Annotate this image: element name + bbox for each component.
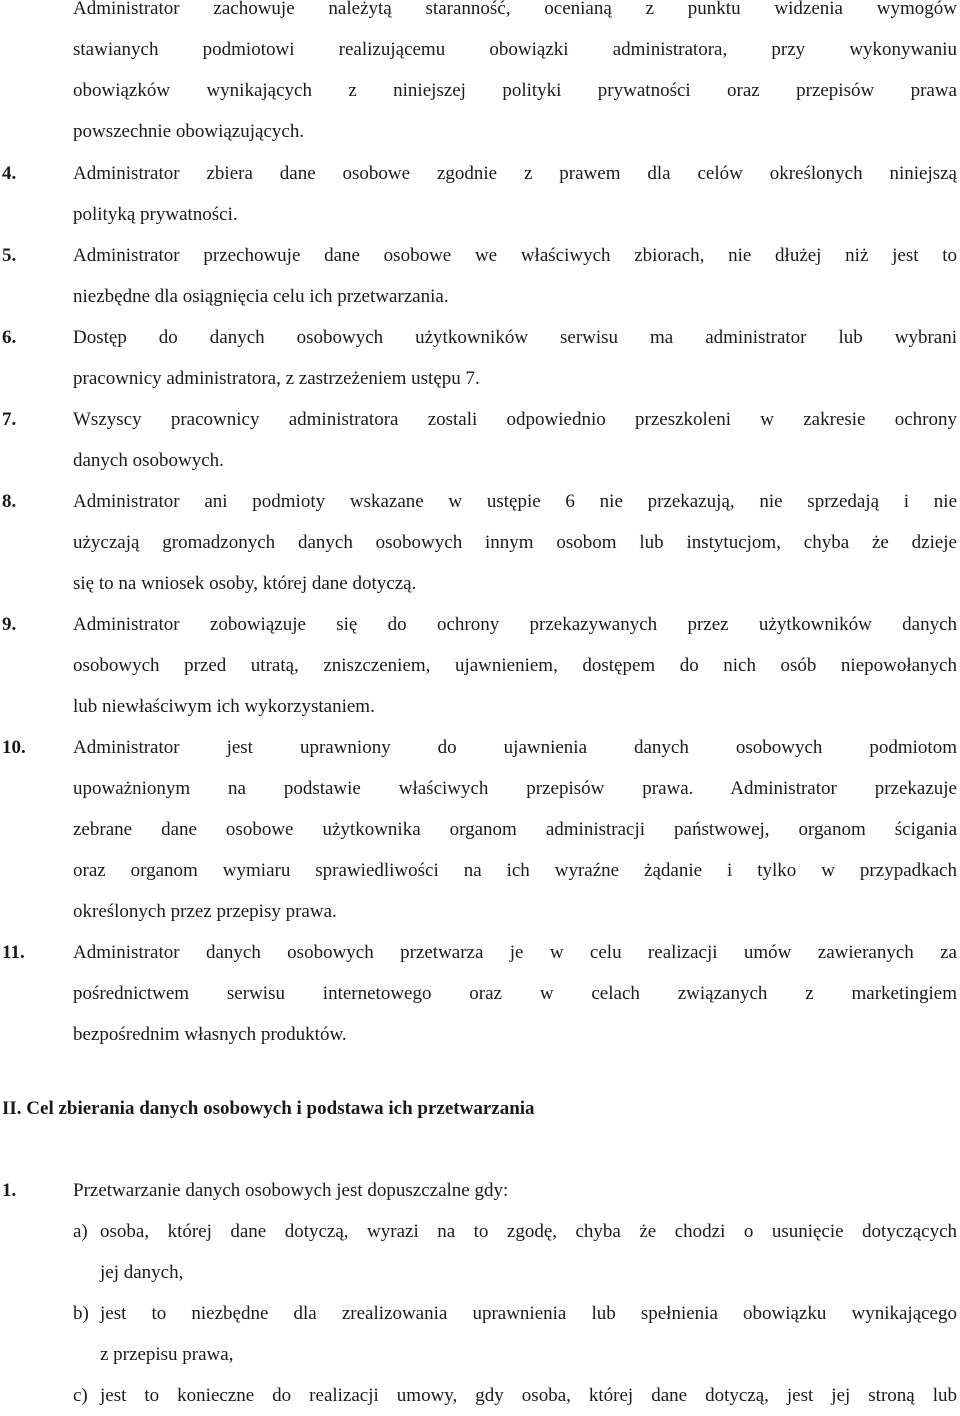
text-line: Administrator ani podmioty wskazane w ustępie 6 nie przekazują, nie sprzedają i nie — [73, 491, 957, 512]
sub-item — [100, 1293, 957, 1375]
list-item — [73, 727, 957, 932]
sub-item — [100, 1211, 957, 1293]
text-line: jest to niezbędne dla zrealizowania uprawnienia lub spełnienia obowiązku wynikającego — [100, 1303, 957, 1324]
list-item-number: 8. — [2, 491, 17, 512]
text-line: Administrator danych osobowych przetwarza je w celu realizacji umów zawieranych za — [73, 942, 957, 963]
text-line: Administrator jest uprawniony do ujawnienia danych osobowych podmiotom — [73, 737, 957, 758]
list-item — [73, 481, 957, 604]
sub-item-letter: a) — [73, 1221, 88, 1242]
list-item-number: 10. — [2, 737, 26, 758]
text-line: jest to konieczne do realizacji umowy, gdy osoba, której dane dotyczą, jest jej stroną lub — [100, 1385, 957, 1406]
text-line: obowiązków wynikających z niniejszej polityki prywatności oraz przepisów prawa — [73, 80, 957, 101]
text-line: Przetwarzanie danych osobowych jest dopuszczalne gdy: — [73, 1180, 509, 1201]
text-line: użyczają gromadzonych danych osobowych innym osobom lub instytucjom, chyba że dzieje — [73, 532, 957, 553]
text-line: stawianych podmiotowi realizującemu obowiązki administratora, przy wykonywaniu — [73, 39, 957, 60]
list-item — [73, 604, 957, 727]
list-item — [73, 317, 957, 399]
text-line: Administrator zbiera dane osobowe zgodnie z prawem dla celów określonych niniejszą — [73, 163, 957, 184]
list-item-number: 7. — [2, 409, 17, 430]
text-line: zebrane dane osobowe użytkownika organom administracji państwowej, organom ścigania — [73, 819, 957, 840]
text-line: polityką prywatności. — [73, 204, 238, 225]
text-line: osobowych przed utratą, zniszczeniem, ujawnieniem, dostępem do nich osób niepowołanych — [73, 655, 957, 676]
list-item — [73, 932, 957, 1055]
list-item-number: 6. — [2, 327, 17, 348]
text-line: bezpośrednim własnych produktów. — [73, 1024, 347, 1045]
text-line: Wszyscy pracownicy administratora zostali odpowiednio przeszkoleni w zakresie ochrony — [73, 409, 957, 430]
text-line: danych osobowych. — [73, 450, 224, 471]
text-line: niezbędne dla osiągnięcia celu ich przetwarzania. — [73, 286, 449, 307]
list-item — [73, 153, 957, 235]
text-line: pracownicy administratora, z zastrzeżeniem ustępu 7. — [73, 368, 480, 389]
text-line: oraz organom wymiaru sprawiedliwości na ich wyraźne żądanie i tylko w przypadkach — [73, 860, 957, 881]
text-line: upoważnionym na podstawie właściwych przepisów prawa. Administrator przekazuje — [73, 778, 957, 799]
text-line: osoba, której dane dotyczą, wyrazi na to zgodę, chyba że chodzi o usunięcie dotyczących — [100, 1221, 957, 1242]
text-line: określonych przez przepisy prawa. — [73, 901, 337, 922]
text-line: pośrednictwem serwisu internetowego oraz w celach związanych z marketingiem — [73, 983, 957, 1004]
list-item-number: 11. — [2, 942, 25, 963]
text-line: się to na wniosek osoby, której dane dotyczą. — [73, 573, 417, 594]
list-item-number: 4. — [2, 163, 17, 184]
section-heading: II. Cel zbierania danych osobowych i podstawa ich przetwarzania — [2, 1098, 535, 1119]
list-item-number: 5. — [2, 245, 17, 266]
list-item — [73, 399, 957, 481]
text-line: jej danych, — [100, 1262, 184, 1283]
intro-paragraph — [73, 0, 957, 152]
text-line: Administrator zachowuje należytą staranność, ocenianą z punktu widzenia wymogów — [73, 0, 957, 19]
text-line: z przepisu prawa, — [100, 1344, 234, 1365]
sub-item-letter: c) — [73, 1385, 88, 1406]
text-line: powszechnie obowiązujących. — [73, 121, 305, 142]
text-line: Administrator przechowuje dane osobowe we właściwych zbiorach, nie dłużej niż jest to — [73, 245, 957, 266]
list-item — [73, 1170, 957, 1211]
list-item — [73, 235, 957, 317]
list-item-number: 9. — [2, 614, 17, 635]
text-line: Dostęp do danych osobowych użytkowników serwisu ma administrator lub wybrani — [73, 327, 957, 348]
text-line: Administrator zobowiązuje się do ochrony przekazywanych przez użytkowników danych — [73, 614, 957, 635]
list-item-number: 1. — [2, 1180, 17, 1201]
text-line: lub niewłaściwym ich wykorzystaniem. — [73, 696, 375, 717]
sub-item-letter: b) — [73, 1303, 89, 1324]
